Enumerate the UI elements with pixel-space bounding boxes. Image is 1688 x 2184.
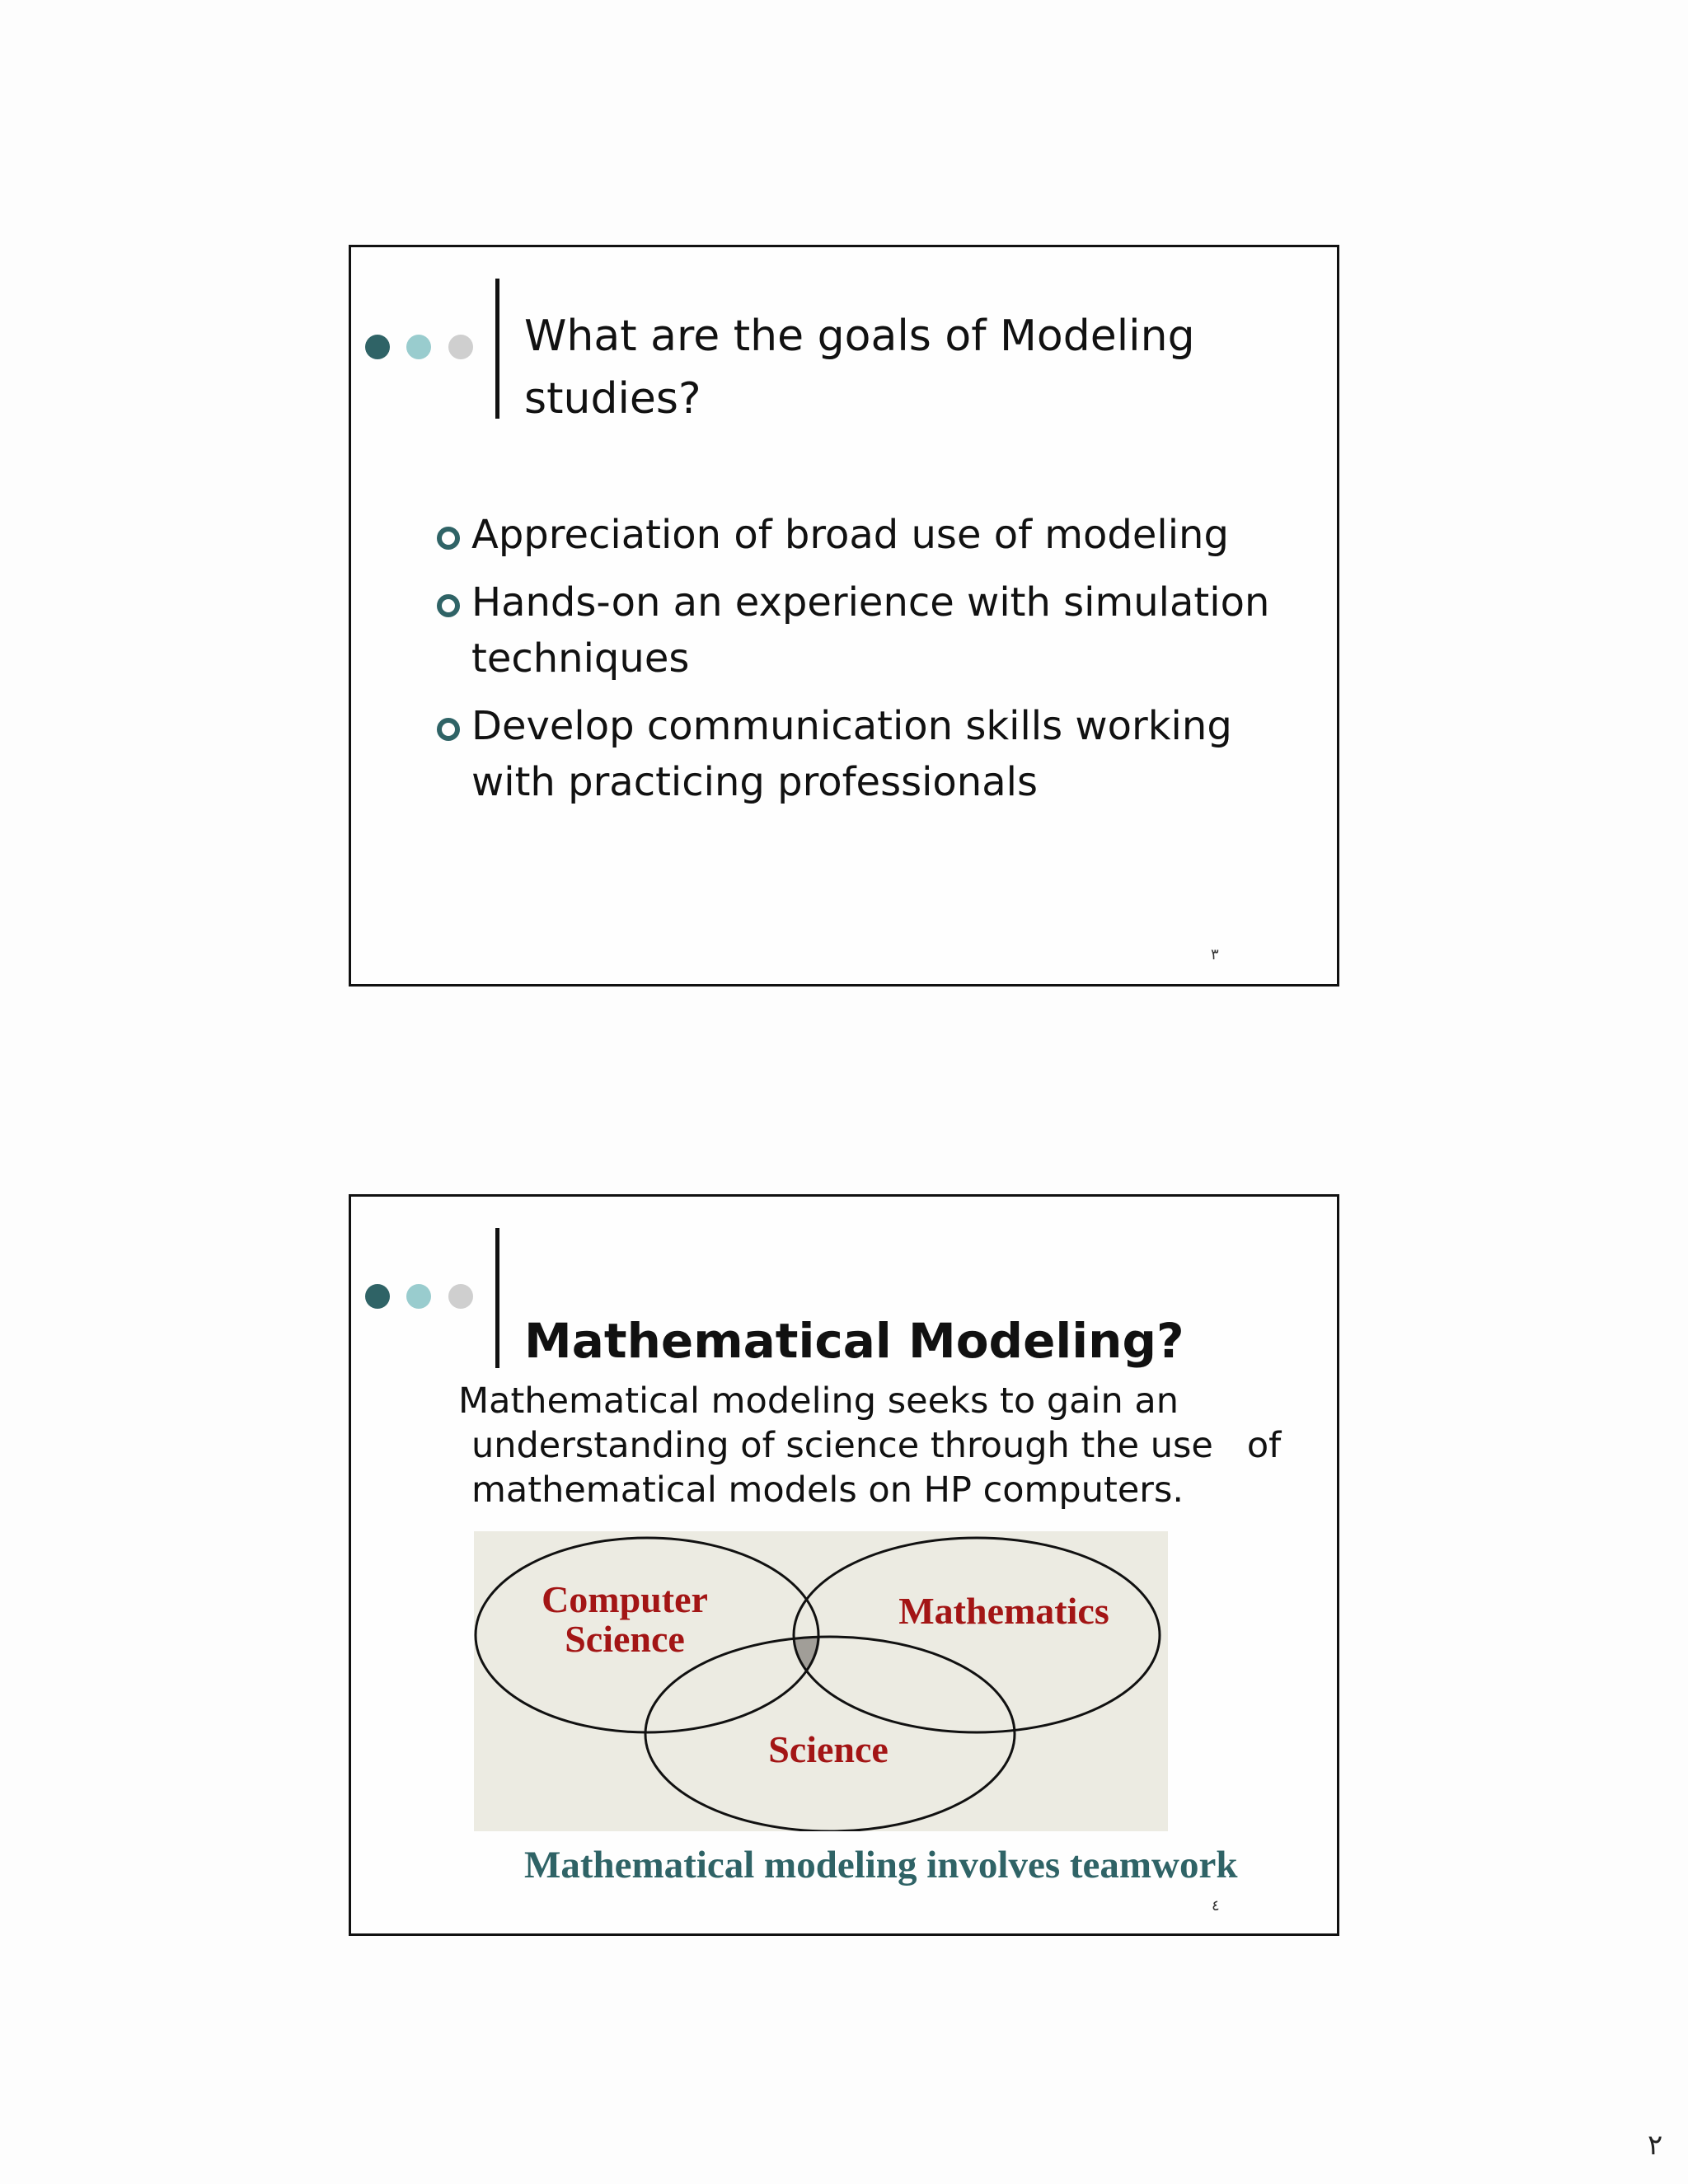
- dark-teal-dot-icon: [365, 1284, 390, 1309]
- slide-title: Mathematical Modeling?: [524, 1313, 1184, 1369]
- slide-goals: [349, 245, 1339, 987]
- grey-dot-icon: [448, 335, 473, 359]
- bullet-item: [437, 507, 1311, 563]
- venn-diagram: [474, 1531, 1168, 1831]
- title-divider: [495, 279, 499, 419]
- grey-dot-icon: [448, 1284, 473, 1309]
- bullet-item: [437, 698, 1311, 810]
- bullet-text: Appreciation of broad use of modeling: [471, 512, 1229, 558]
- slide-page-number: ٣: [1211, 946, 1219, 963]
- hollow-circle-bullet-icon: [437, 718, 460, 741]
- computer-science-label: Science: [565, 1618, 685, 1660]
- slide-title-line: studies?: [524, 374, 701, 424]
- body-line: understanding of science through the use of: [471, 1425, 1282, 1466]
- computer-science-label: Computer: [542, 1578, 708, 1620]
- slide-title: [524, 305, 1266, 430]
- science-label: Science: [768, 1728, 889, 1770]
- bullet-list: [437, 507, 1311, 822]
- bullet-text: techniques: [471, 635, 690, 682]
- slide-caption: Mathematical modeling involves teamwork: [524, 1844, 1238, 1886]
- sheet-page-number: ٢: [1648, 2129, 1663, 2162]
- light-teal-dot-icon: [406, 335, 431, 359]
- decorative-dots: [365, 335, 481, 361]
- body-line: Mathematical modeling seeks to gain an: [458, 1380, 1179, 1422]
- hollow-circle-bullet-icon: [437, 594, 460, 617]
- bullet-text: Develop communication skills working: [471, 703, 1232, 749]
- mathematics-label: Mathematics: [898, 1590, 1109, 1632]
- title-divider: [495, 1228, 499, 1368]
- venn-background: [474, 1531, 1168, 1831]
- decorative-dots: [365, 1284, 481, 1310]
- slide-title-line: What are the goals of Modeling: [524, 312, 1195, 361]
- slide-page-number: ٤: [1212, 1897, 1220, 1915]
- slide-mathematical-modeling: [349, 1194, 1339, 1936]
- hollow-circle-bullet-icon: [437, 527, 460, 550]
- light-teal-dot-icon: [406, 1284, 431, 1309]
- body-line: mathematical models on HP computers.: [471, 1469, 1184, 1511]
- bullet-text: Hands-on an experience with simulation: [471, 579, 1270, 626]
- bullet-item: [437, 574, 1311, 687]
- dark-teal-dot-icon: [365, 335, 390, 359]
- bullet-text: with practicing professionals: [471, 759, 1038, 805]
- slide-body: [458, 1379, 1315, 1512]
